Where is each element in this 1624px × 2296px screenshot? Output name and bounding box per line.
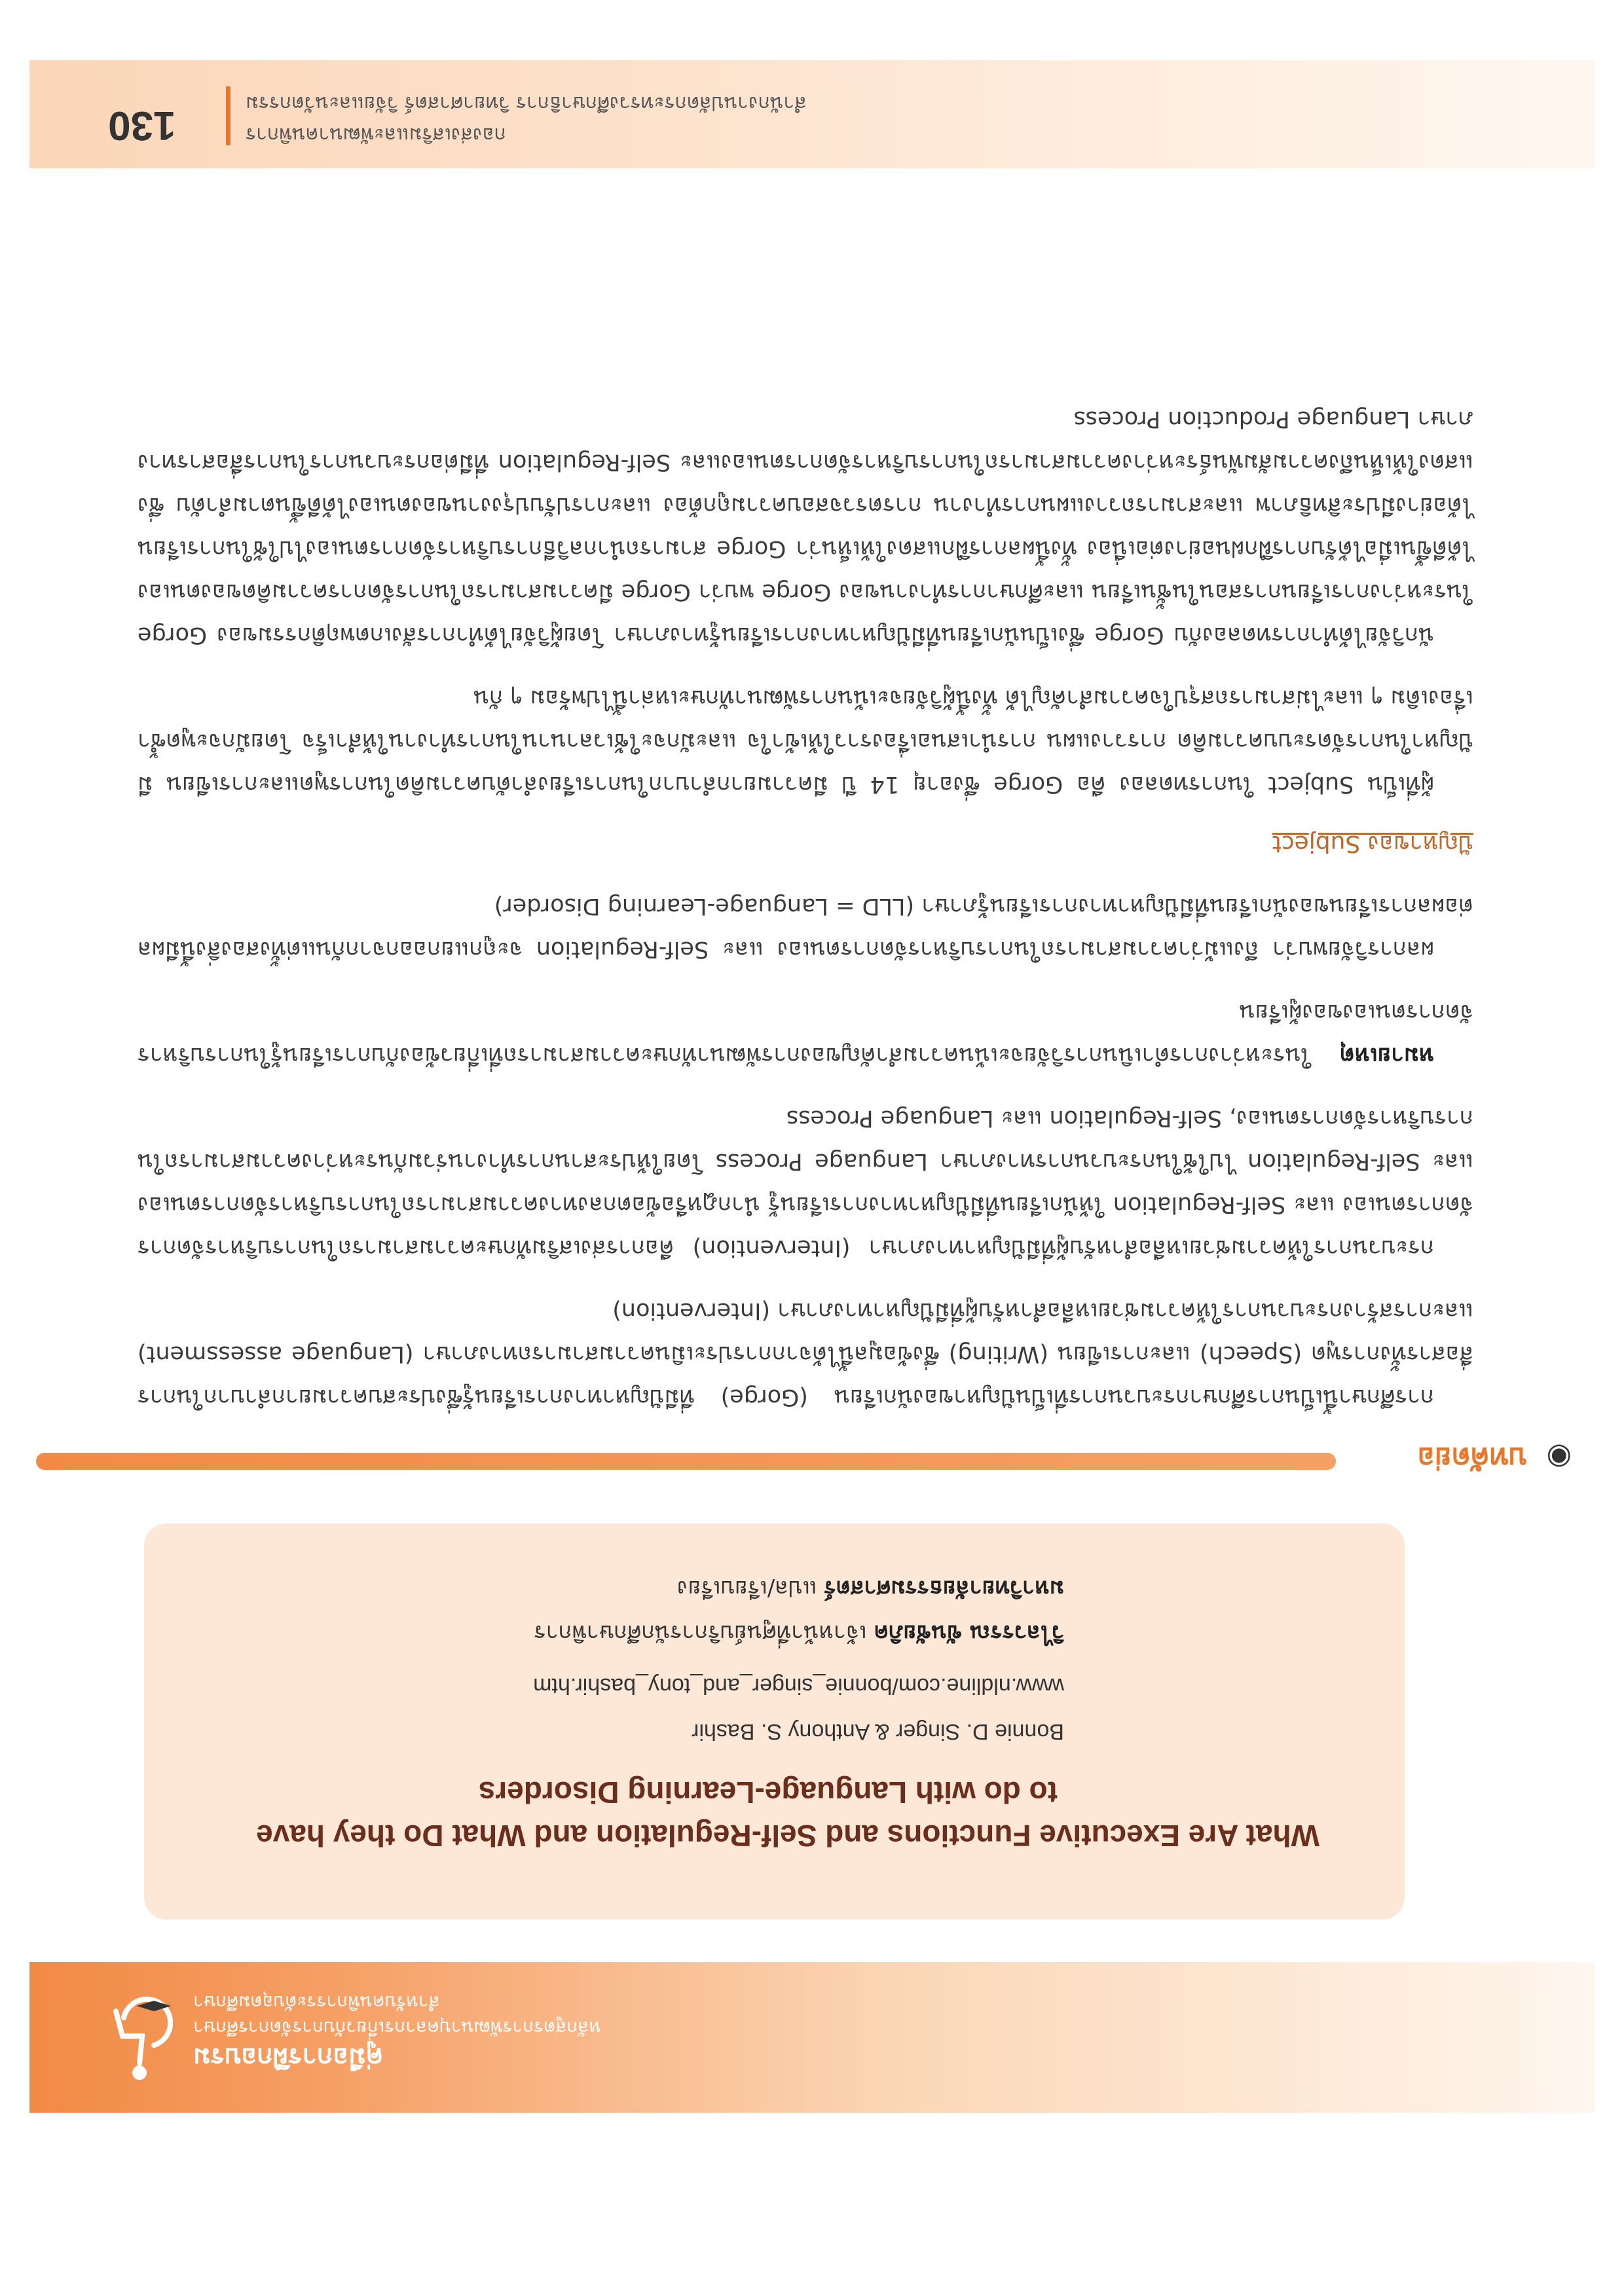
article-translator bbox=[534, 1616, 1064, 1651]
abstract-body bbox=[138, 378, 1473, 1419]
translator-role: เจ้าหน้าที่ศูนย์บริการนักศึกษาพิการ bbox=[534, 1620, 867, 1646]
header-title: คู่มือการฝึกอบรม bbox=[193, 2042, 384, 2072]
abstract-heading-label: บทคัดย่อ bbox=[1417, 1441, 1527, 1474]
paragraph-4: ผลการวิจัยพบว่า ถึงแม้ว่าความสามารถในการบริหารจัดการตนเอง และ Self-Regulation จะถูกแยกออกจากกันแต่ทั้งสองสิ่งนี้มีผลต่อผลการเรียนของนักเรียนที่มีปัญหาทางการเรียนรู้ภาษา (LLD = Language-Learning Disorder) bbox=[138, 893, 1473, 962]
article-title-box bbox=[144, 1523, 1405, 1920]
article-title bbox=[193, 1771, 1320, 1857]
article-title-line2: to do with Language-Learning Disorders bbox=[478, 1776, 1058, 1810]
wheelchair-graduate-icon bbox=[108, 1992, 180, 2083]
bullet-icon: ◉ bbox=[1546, 1441, 1572, 1474]
paragraph-5: ผู้ที่เป็น Subject ในการทดลอง คือ Gorge ซึ่งอายุ 14 ปี มีความยากลำบากในการเรียงลำดับความคิดในการพูดและการเขียน มีปัญหาในการจัดระบบความคิด การวางแผน การนำเสนอเรื่องราวให้เข้าใจ และมักจะใช้เวลานานในการทำงานให้สำเร็จ โดยมักจะพูดซ้ำเรื่องเดิม ๆ และไม่สามารถสรุปใจความสำคัญได้ ทั้งนี้ผู้วิจัยจะเน้นการพัฒนาทักษะเหล่านี้ไปพร้อม ๆ กัน bbox=[138, 685, 1473, 797]
article-url: www.nldline.com/bonnie_singer_and_tony_bashir.htm bbox=[533, 1673, 1064, 1698]
abstract-divider bbox=[36, 1453, 1336, 1470]
note-label: หมายเหตุ bbox=[1339, 1042, 1434, 1068]
header-subtitle-line1: หลักสูตรการพัฒนาบุคลากรเกี่ยวกับการจัดการศึกษา bbox=[193, 2017, 601, 2039]
subject-subheading: ปัญหาของ Subject bbox=[1272, 830, 1473, 857]
article-title-line1: What Are Executive Functions and Self-Regulation and What Do they have bbox=[256, 1819, 1320, 1853]
paragraph-2: กระบวนการให้ความช่วยเหลือสำหรับผู้ที่มีปัญหาทางภาษา (Intervention) คือการส่งเสริมทักษะความสามารถในการบริหารจัดการจัดการตนเอง และ Self-Regulation ให้นักเรียนที่มีปัญหาทางการเรียนรู้ นำกฎหรือข้อตกลงทางความสามารถในการบริหารจัดการตนเอง และ Self-Regulation ไปใช้ในกระบวนการทางภาษา Language Process โดยให้ประสานการทำงานร่วมกันระหว่างความสามารถในการบริหารจัดการตนเอง, Self-Regulation และ Language Process bbox=[138, 1105, 1473, 1261]
abstract-heading bbox=[1417, 1435, 1572, 1481]
header-band bbox=[29, 1962, 1595, 2113]
editor-name: มหาวิทยาลัยธรรมศาสตร์ bbox=[824, 1575, 1064, 1601]
footer-band bbox=[29, 60, 1595, 168]
footer-separator bbox=[226, 86, 231, 145]
note-text: ในระหว่างการดำเนินการวิจัยจะเน้นความสำคัญของการพัฒนาทักษะความสามารถที่เกี่ยวข้องกับการเรียนรู้ในการบริหารจัดการตนเองของผู้เรียน bbox=[138, 999, 1473, 1068]
paragraph-6: นักวิจัยได้ทำการทดลองกับ Gorge ซึ่งเป็นนักเรียนที่มีปัญหาทางการเรียนรู้ทางภาษา โดยผู้วิจัยได้ทำการสังเกตพฤติกรรมของ Gorge ในระหว่างการเรียนการสอนในชั้นเรียน และศึกษาการทำงานของ Gorge พบว่า Gorge มีความสามารถในการจัดการความคิดของตนเองได้ดีขึ้นเมื่อได้รับการฝึกฝนอย่างต่อเนื่อง ทั้งนี้ผลการฝึกแสดงให้เห็นว่า Gorge สามารถนำกลวิธีการบริหารจัดการตนเองไปใช้ในการเรียนได้อย่างมีประสิทธิภาพ และสามารถวางแผนการทำงาน การตรวจสอบความถูกต้อง และการปรับปรุงงานของตนเองได้ดีขึ้นตามลำดับ ซึ่งแสดงให้เห็นถึงความสัมพันธ์ระหว่างความสามารถในการบริหารจัดการตนเองและ Self-Regulation ที่มีต่อกระบวนการในการสื่อสารทางภาษา Language Production Process bbox=[138, 406, 1473, 648]
footer-text bbox=[246, 87, 807, 150]
translator-name: วิไลวรรณ ขันชัยภิค bbox=[874, 1620, 1064, 1646]
paragraph-3 bbox=[138, 991, 1473, 1077]
footer-line1: กองส่งเสริมและพัฒนาคนพิการ bbox=[246, 123, 506, 146]
page-number: 130 bbox=[108, 103, 176, 148]
header-subtitle-line2: สำหรับคนพิการระดับอุดมศึกษา bbox=[193, 1991, 440, 2013]
article-editor bbox=[677, 1571, 1064, 1607]
article-authors: Bonnie D. Singer & Anthony S. Bashir bbox=[692, 1719, 1064, 1744]
footer-line2: สำนักงานปลัดกระทรวงศึกษาธิการ วิทยาศาสตร์ วิจัยและนวัตกรรม bbox=[246, 92, 807, 115]
header-subtitle bbox=[193, 1990, 601, 2041]
header-text bbox=[193, 1990, 601, 2073]
paragraph-1: การศึกษานี้เป็นการศึกษากระบวนการที่เป็นปัญหาของนักเรียน (Gorge) ที่มีปัญหาทางการเรียนรู้ซึ่งประสบความยากลำบากในการสื่อสารทั้งการพูด (Speech) และการเขียน (Writing) ซึ่งข้อมูลนี้ได้จากการประเมินความสามารถทางภาษา (Language assessment) และการสร้างกระบวนการให้ความช่วยเหลือสำหรับผู้ที่มีปัญหาทางภาษา (Intervention) bbox=[138, 1298, 1473, 1410]
editor-role: แปล/เรียบเรียง bbox=[676, 1575, 817, 1601]
